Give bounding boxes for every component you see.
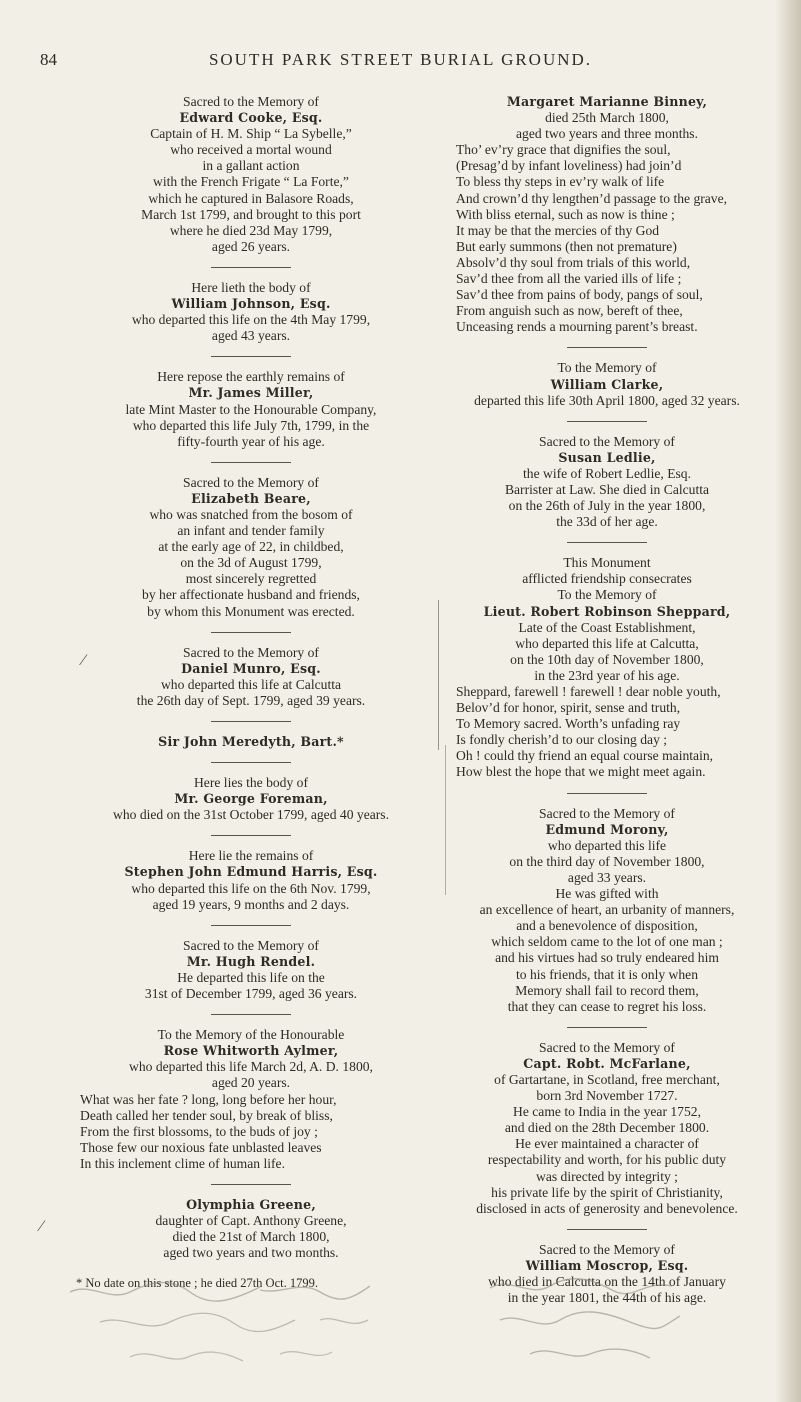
- inscription: [70, 1027, 432, 1172]
- inscription-line: which seldom came to the lot of one man ;: [491, 934, 723, 950]
- inscription-name: William Johnson, Esq.: [171, 296, 331, 312]
- margin-pencil-mark: ⁄: [82, 652, 85, 669]
- inscription-line: who received a mortal wound: [170, 142, 332, 158]
- inscription-line: (Presag’d by infant loveliness) had join’d: [456, 158, 682, 174]
- inscription-line: From the first blossoms, to the buds of joy ;: [80, 1123, 318, 1139]
- inscription-line: Those few our noxious fate unblasted leaves: [80, 1139, 322, 1155]
- inscription-line: This Monument: [563, 555, 651, 571]
- inscription-line: He departed this life on the: [177, 969, 325, 985]
- inscription-line: was directed by integrity ;: [536, 1168, 678, 1184]
- inscription-line: Captain of H. M. Ship “ La Sybelle,”: [150, 126, 352, 142]
- column-divider-lower: [445, 745, 446, 895]
- inscription-line: that they can cease to regret his loss.: [507, 998, 707, 1014]
- inscription-line: Late of the Coast Establishment,: [518, 619, 696, 635]
- inscription-line: How blest the hope that we might meet again.: [456, 764, 706, 780]
- separator-rule: [567, 542, 647, 543]
- inscription-line: most sincerely regretted: [185, 571, 317, 587]
- inscription-line: To the Memory of the Honourable: [157, 1027, 345, 1043]
- inscription: [70, 369, 432, 449]
- inscription-line: Sacred to the Memory of: [539, 1241, 675, 1257]
- inscription-line: at the early age of 22, in childbed,: [158, 539, 344, 555]
- inscription-line: who died on the 31st October 1799, aged 40 years.: [113, 807, 389, 823]
- inscription-line: which he captured in Balasore Roads,: [148, 190, 354, 206]
- inscription-line: Here repose the earthly remains of: [157, 369, 345, 385]
- inscription: [70, 280, 432, 344]
- inscription-line: Oh ! could thy friend an equal course maintain,: [456, 748, 714, 764]
- inscription-line: Sacred to the Memory of: [183, 644, 319, 660]
- inscription-line: on the 3d of August 1799,: [180, 555, 322, 571]
- inscription-line: and died on the 28th December 1800.: [504, 1120, 710, 1136]
- inscription-line: aged 43 years.: [211, 328, 291, 344]
- inscription-name: Capt. Robt. McFarlane,: [523, 1055, 691, 1071]
- inscription-line: Sacred to the Memory of: [183, 474, 319, 490]
- separator-rule: [211, 632, 291, 633]
- inscription: [70, 775, 432, 823]
- separator-rule: [567, 1027, 647, 1028]
- inscription-line: Death called her tender soul, by break of bliss,: [80, 1107, 333, 1123]
- separator-rule: [567, 347, 647, 348]
- inscription-line: an excellence of heart, an urbanity of manners,: [479, 902, 735, 918]
- inscription-line: He ever maintained a character of: [515, 1136, 699, 1152]
- inscription-line: Is fondly cherish’d to our closing day ;: [456, 732, 668, 748]
- margin-pencil-mark-bottom: ⁄: [40, 1218, 43, 1235]
- inscription-line: From anguish such as now, bereft of thee,: [456, 303, 683, 319]
- separator-rule: [567, 1229, 647, 1230]
- inscription-line: on the 10th day of November 1800,: [510, 651, 704, 667]
- separator-rule: [211, 267, 291, 268]
- inscription-line: the 26th day of Sept. 1799, aged 39 years.: [136, 692, 366, 708]
- inscription-line: disclosed in acts of generosity and benevolence.: [476, 1200, 738, 1216]
- inscription-line: by whom this Monument was erected.: [147, 603, 355, 619]
- inscription-line: And crown’d thy lengthen’d passage to the grave,: [456, 190, 728, 206]
- inscription-line: who departed this life: [547, 837, 667, 853]
- inscription-line: Sacred to the Memory of: [183, 94, 319, 109]
- inscription-line: in the year 1801, the 44th of his age.: [507, 1290, 707, 1306]
- inscription-line: where he died 23d May 1799,: [169, 222, 333, 238]
- page-edge-shadow: [775, 0, 801, 1402]
- inscription-line: Sav’d thee from all the varied ills of life ;: [456, 271, 682, 287]
- inscription-line: on the 26th of July in the year 1800,: [508, 498, 706, 514]
- inscription-line: Tho’ ev’ry grace that dignifies the soul,: [456, 142, 671, 158]
- inscription: [446, 1040, 768, 1217]
- inscription-line: What was her fate ? long, long before her hour,: [80, 1091, 337, 1107]
- inscription: [446, 806, 768, 1015]
- inscription-line: who departed this life at Calcutta: [160, 676, 342, 692]
- inscription-line: Sacred to the Memory of: [539, 805, 675, 821]
- inscription-line: respectability and worth, for his public duty: [487, 1152, 727, 1168]
- inscription-name: Lieut. Robert Robinson Sheppard,: [483, 603, 731, 619]
- inscription-line: To the Memory of: [557, 360, 657, 376]
- inscription-line: To the Memory of: [557, 587, 657, 603]
- separator-rule: [211, 356, 291, 357]
- inscription-line: Unceasing rends a mourning parent’s breast.: [456, 319, 698, 335]
- inscription-line: He was gifted with: [555, 886, 659, 902]
- inscription-line: Memory shall fail to record them,: [515, 982, 699, 998]
- separator-rule: [211, 1014, 291, 1015]
- inscription: [70, 645, 432, 709]
- inscription-line: aged two years and two months.: [163, 1245, 339, 1261]
- inscription-line: aged 26 years.: [211, 238, 291, 254]
- inscription-line: It may be that the mercies of thy God: [456, 222, 660, 238]
- running-title: SOUTH PARK STREET BURIAL GROUND.: [208, 50, 593, 69]
- inscription-name: William Moscrop, Esq.: [525, 1257, 689, 1273]
- separator-rule: [211, 721, 291, 722]
- separator-rule: [567, 421, 647, 422]
- inscription-line: To Memory sacred. Worth’s unfading ray: [456, 716, 681, 732]
- inscription-name: Margaret Marianne Binney,: [506, 94, 708, 109]
- inscription-line: late Mint Master to the Honourable Company,: [125, 401, 377, 417]
- inscription-line: who departed this life on the 6th Nov. 1799,: [131, 880, 371, 896]
- inscription-line: aged 19 years, 9 months and 2 days.: [152, 896, 350, 912]
- separator-rule: [211, 1184, 291, 1185]
- inscription-name: Susan Ledlie,: [558, 449, 656, 465]
- inscription-line: aged 33 years.: [567, 869, 647, 885]
- inscription-line: died 25th March 1800,: [545, 110, 669, 126]
- inscription-line: and his virtues had so truly endeared him: [495, 950, 719, 966]
- inscription-name: Elizabeth Beare,: [191, 490, 311, 506]
- inscription-line: Sacred to the Memory of: [183, 937, 319, 953]
- inscription-line: 31st of December 1799, aged 36 years.: [144, 986, 358, 1002]
- left-column: [70, 94, 432, 1291]
- inscription-name: Mr. George Foreman,: [174, 791, 328, 807]
- separator-rule: [567, 793, 647, 794]
- inscription-line: who departed this life at Calcutta,: [515, 635, 699, 651]
- inscription-line: who departed this life March 2d, A. D. 1800,: [129, 1059, 373, 1075]
- inscription-name: Daniel Munro, Esq.: [181, 660, 321, 676]
- inscription-line: with the French Frigate “ La Forte,”: [153, 174, 349, 190]
- inscription-line: To bless thy steps in ev’ry walk of life: [456, 174, 665, 190]
- column-divider: [438, 600, 439, 750]
- inscription-line: an infant and tender family: [177, 523, 325, 539]
- inscription-line: Sacred to the Memory of: [539, 1039, 675, 1055]
- right-column: [446, 94, 768, 1306]
- inscription-line: and a benevolence of disposition,: [516, 918, 698, 934]
- inscription-line: With bliss eternal, such as now is thine ;: [456, 206, 675, 222]
- inscription-name: Sir John Meredyth, Bart.*: [158, 734, 344, 749]
- inscription: [446, 360, 768, 408]
- inscription-line: who departed this life on the 4th May 1799,: [131, 312, 371, 328]
- inscription-line: aged two years and three months.: [516, 126, 698, 142]
- inscription: [70, 94, 432, 255]
- inscription-line: March 1st 1799, and brought to this port: [141, 206, 361, 222]
- inscription: [446, 555, 768, 780]
- inscription-line: Sacred to the Memory of: [539, 433, 675, 449]
- inscription-name: Rose Whitworth Aylmer,: [163, 1043, 339, 1059]
- inscription-name: William Clarke,: [550, 376, 664, 392]
- inscription-line: Sheppard, farewell ! farewell ! dear noble youth,: [456, 684, 721, 699]
- inscription-line: died the 21st of March 1800,: [172, 1229, 330, 1245]
- inscription-line: Here lie the remains of: [188, 848, 314, 864]
- inscription-line: aged 20 years.: [211, 1075, 291, 1091]
- inscription-line: Here lies the body of: [193, 775, 308, 791]
- inscription-line: But early summons (then not premature): [456, 238, 677, 254]
- separator-rule: [211, 762, 291, 763]
- inscription-name: Mr. James Miller,: [188, 385, 314, 401]
- inscription-name: Edward Cooke, Esq.: [179, 110, 323, 126]
- separator-rule: [211, 462, 291, 463]
- inscription: [70, 938, 432, 1002]
- inscription: [70, 734, 432, 750]
- inscription-line: He came to India in the year 1752,: [513, 1104, 701, 1120]
- inscription-line: who was snatched from the bosom of: [149, 506, 353, 522]
- inscription-line: of Gartartane, in Scotland, free merchant,: [494, 1071, 720, 1087]
- handwritten-scribble: [60, 1262, 780, 1382]
- inscription: [446, 434, 768, 531]
- inscription-name: Olymphia Greene,: [186, 1196, 316, 1212]
- inscription-line: fifty-fourth year of his age.: [177, 433, 325, 449]
- inscription-line: afflicted friendship consecrates: [522, 571, 692, 587]
- inscription-line: Barrister at Law. She died in Calcutta: [504, 481, 710, 497]
- inscription-line: Absolv’d thy soul from trials of this world,: [456, 254, 691, 270]
- inscription-line: by her affectionate husband and friends,: [142, 587, 360, 603]
- inscription-line: to his friends, that it is only when: [516, 966, 698, 982]
- inscription: [70, 475, 432, 620]
- inscription-line: his private life by the spirit of Christianity,: [491, 1184, 723, 1200]
- inscription-line: who died in Calcutta on the 14th of January: [488, 1274, 726, 1289]
- inscription: [446, 94, 768, 335]
- inscription-line: who departed this life July 7th, 1799, in the: [132, 417, 370, 433]
- inscription-name: Mr. Hugh Rendel.: [186, 953, 316, 969]
- inscription-line: the 33d of her age.: [556, 514, 658, 530]
- inscription-name: Edmund Morony,: [545, 821, 669, 837]
- separator-rule: [211, 835, 291, 836]
- inscription: [70, 848, 432, 912]
- inscription-line: born 3rd November 1727.: [536, 1088, 678, 1104]
- inscription-line: on the third day of November 1800,: [509, 853, 705, 869]
- inscription-line: in the 23rd year of his age.: [534, 667, 680, 683]
- separator-rule: [211, 925, 291, 926]
- inscription-line: the wife of Robert Ledlie, Esq.: [523, 465, 691, 481]
- inscription-line: departed this life 30th April 1800, aged 32 years.: [474, 392, 740, 408]
- inscription-line: in a gallant action: [202, 158, 300, 174]
- inscription: [70, 1197, 432, 1261]
- inscription-line: In this inclement clime of human life.: [80, 1155, 285, 1171]
- inscription-line: Here lieth the body of: [191, 279, 311, 295]
- page-number: 84: [40, 50, 57, 69]
- inscription-line: Belov’d for honor, spirit, sense and truth,: [456, 700, 681, 716]
- inscription-name: Stephen John Edmund Harris, Esq.: [124, 864, 378, 880]
- inscription-line: Sav’d thee from pains of body, pangs of soul,: [456, 287, 703, 303]
- footnote: * No date on this stone ; he died 27th Oct. 1799.: [76, 1276, 318, 1291]
- inscription-line: daughter of Capt. Anthony Greene,: [155, 1213, 347, 1229]
